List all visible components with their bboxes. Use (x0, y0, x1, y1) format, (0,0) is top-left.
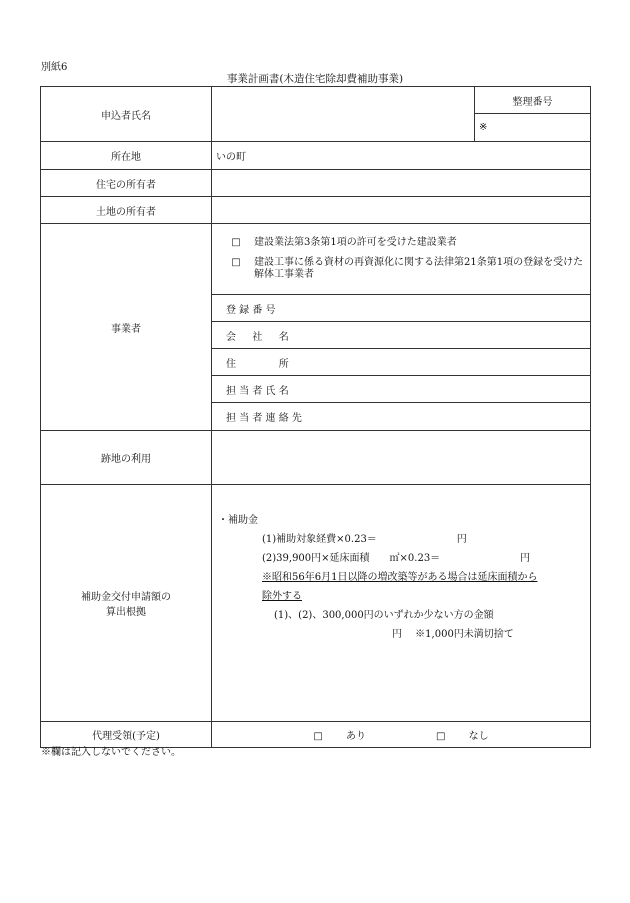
registration-number-row[interactable] (212, 294, 590, 321)
checkbox-icon[interactable]: □ (436, 731, 446, 742)
agent-yes-label: あり (346, 731, 366, 742)
subsidy-label (41, 485, 212, 722)
checkbox-icon[interactable]: □ (313, 731, 323, 742)
ref-number-box (474, 87, 590, 141)
ref-number-label: 整理番号 (475, 87, 590, 114)
contact-person-label: 担 当 者 氏 名 (226, 385, 289, 397)
contractor-option-1-label: 建設業法第3条第1項の許可を受けた建設業者 (254, 237, 457, 248)
contractor-label: 事業者 (41, 224, 212, 431)
applicant-label: 申込者氏名 (41, 87, 212, 142)
calc-line-4: 円 ※1,000円未満切捨て (392, 629, 514, 640)
checkbox-icon[interactable]: □ (231, 257, 241, 268)
calc-line-2: (2)39,900円×延床面積 ㎡×0.23＝ 円 (262, 553, 531, 564)
agent-receipt-label: 代理受領(予定) (41, 722, 212, 748)
footnote: ※欄は記入しないでください。 (41, 747, 181, 758)
site-use-label: 跡地の利用 (41, 431, 212, 485)
company-name-label: 会 社 名 (226, 331, 289, 343)
contractor-option-2-label: 建設工事に係る資材の再資源化に関する法律第21条第1項の登録を受けた解体工事業者 (254, 257, 584, 280)
address-label: 住 所 (226, 358, 289, 370)
house-owner-field[interactable] (212, 170, 591, 197)
contact-person-row[interactable] (212, 375, 590, 402)
document-ref: 別紙6 (41, 62, 68, 73)
ref-number-mark: ※ (479, 122, 488, 133)
location-value[interactable]: いの町 (212, 142, 591, 170)
agent-yes-option[interactable] (313, 727, 366, 742)
calc-line-1: (1)補助対象経費×0.23＝ 円 (262, 534, 467, 545)
registration-number-label: 登 録 番 号 (226, 304, 276, 316)
address-row[interactable] (212, 348, 590, 375)
contact-info-row[interactable] (212, 402, 590, 430)
contractor-option-2[interactable] (212, 257, 590, 281)
land-owner-label: 土地の所有者 (41, 197, 212, 224)
calc-note-2: 除外する (262, 591, 302, 602)
location-label: 所在地 (41, 142, 212, 170)
company-name-row[interactable] (212, 321, 590, 348)
contractor-cell (212, 224, 591, 431)
subsidy-label-line1: 補助金交付申請額の (81, 592, 171, 603)
agent-no-option[interactable] (436, 727, 489, 742)
subsidy-label-line2: 算出根拠 (106, 607, 146, 618)
applicant-cell (212, 87, 591, 142)
subsidy-heading: ・補助金 (218, 515, 258, 526)
site-use-field[interactable] (212, 431, 591, 485)
subsidy-calculation (212, 511, 590, 644)
agent-no-label: なし (468, 731, 489, 742)
subsidy-cell[interactable] (212, 485, 591, 722)
calc-line-3: (1)、(2)、300,000円のいずれか少ない方の金額 (274, 610, 494, 621)
house-owner-label: 住宅の所有者 (41, 170, 212, 197)
agent-receipt-cell (212, 722, 591, 748)
checkbox-icon[interactable]: □ (231, 237, 241, 248)
applicant-name-field[interactable] (212, 87, 474, 141)
land-owner-field[interactable] (212, 197, 591, 224)
plan-form (40, 86, 591, 748)
calc-note-1: ※昭和56年6月1日以降の増改築等がある場合は延床面積から (262, 572, 538, 583)
contact-info-label: 担 当 者 連 絡 先 (226, 413, 302, 424)
contractor-option-1[interactable] (212, 237, 590, 249)
document-title: 事業計画書(木造住宅除却費補助事業) (226, 73, 404, 85)
